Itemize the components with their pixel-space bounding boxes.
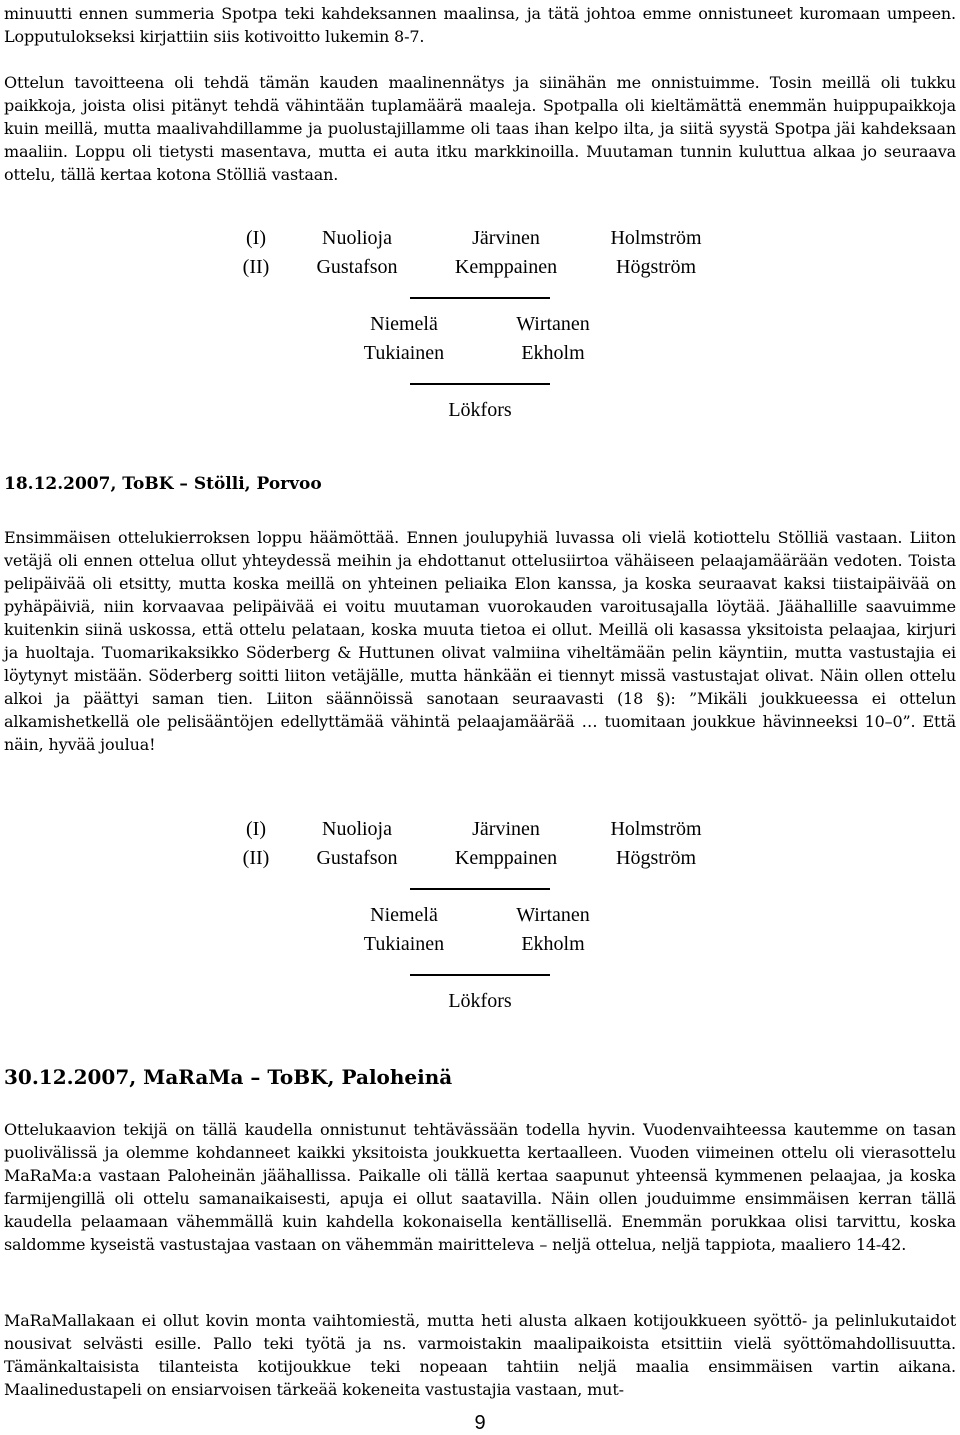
defense-2-left: Tukiainen xyxy=(363,933,445,955)
defense-2-left: Tukiainen xyxy=(363,342,445,364)
defense-2-right: Ekholm xyxy=(521,342,585,364)
line-2-center: Kemppainen xyxy=(454,256,558,278)
defense-2-right: Ekholm xyxy=(521,933,585,955)
line-2-left-wing: Gustafson xyxy=(316,256,398,278)
goalie-separator-line xyxy=(410,974,550,976)
line-2-label: (II) xyxy=(242,847,270,869)
line-1-center: Järvinen xyxy=(472,227,540,249)
line-1-right-wing: Holmström xyxy=(610,818,702,840)
paragraph-previous-match-end: minuutti ennen summeria Spotpa teki kahdeksannen maalinsa, ja tätä johtoa emme onnistuneet kuromaan umpeen. Lopputulokseksi kirjattiin siis kotivoitto lukemin 8-7. xyxy=(4,4,956,46)
defense-separator-line xyxy=(410,888,550,890)
line-1-left-wing: Nuolioja xyxy=(322,818,392,840)
line-2-left-wing: Gustafson xyxy=(316,847,398,869)
goalie-separator-line xyxy=(410,383,550,385)
goalie: Lökfors xyxy=(448,399,512,421)
paragraph-stolli-match: Ensimmäisen ottelukierroksen loppu häämöttää. Ennen joulupyhiä luvassa oli vielä kotiottelu Stölliä vastaan. Liiton vetäjä oli ennen ottelua ollut yhteydessä meihin ja ehdottanut ottelusiirtoa vähäiseen pelaajamäärään vedoten. Toista pelipäivää oli etsitty, mutta koska meillä on yhteinen peliaika Elon kanssa, ja koska seuraavat kaksi tiistaipäivää on pyhäpäiviä, niin korvaavaa pelipäivää ei voitu muutaman vuorokauden varoitusajalla löytää. Jäähallille saavuimme kuitenkin siinä uskossa, että ottelu pelataan, koska muuta tietoa ei ollut. Meillä oli kasassa yksitoista pelaajaa, kirjuri ja huoltaja. Tuomarikaksikko Söderberg & Huttunen olivat valmiina viheltämään pelin käyntiin, mutta vastustajia ei löytynyt mistään. Söderberg soitti liiton vetäjälle, mutta hänkään ei tiennyt missä vastustajat olivat. Näin ollen ottelu alkoi ja päättyi saman tien. Liiton säännöissä sanotaan seuraavasti (18 §): ”Mikäli joukkueessa ei ottelun alkamishetkellä ole pelisääntöjen edellyttämää vähintä pelaajamäärää … tuomitaan joukkue hävinneeksi 10–0”. Että näin, hyvää joulua! xyxy=(4,528,956,754)
line-2-right-wing: Högström xyxy=(616,847,696,869)
paragraph-previous-match-summary: Ottelun tavoitteena oli tehdä tämän kauden maalinennätys ja siinähän me onnistuimme. Tosin meillä oli tukku paikkoja, joista olisi pitänyt tehdä vähintään tuplamäärä maaleja. Spotpalla oli kieltämättä enemmän huippupaikkoja kuin meillä, mutta maalivahdillamme ja puolustajillamme oli taas ihan kelpo ilta, ja siitä syystä Spotpa jäi kahdeksaan maaliin. Loppu oli tietysti masentava, mutta ei auta itku markkinoilla. Muutaman tunnin kuluttua alkaa jo seuraava ottelu, tällä kertaa kotona Stölliä vastaan. xyxy=(4,73,956,184)
line-1-right-wing: Holmström xyxy=(610,227,702,249)
defense-1-right: Wirtanen xyxy=(516,313,590,335)
line-1-label: (I) xyxy=(246,818,266,840)
line-1-label: (I) xyxy=(246,227,266,249)
line-2-center: Kemppainen xyxy=(454,847,558,869)
defense-1-left: Niemelä xyxy=(370,313,438,335)
defense-separator-line xyxy=(410,297,550,299)
paragraph-marama-intro: Ottelukaavion tekijä on tällä kaudella onnistunut tehtävässään todella hyvin. Vuodenvaihteessa kautemme on tasan puolivälissä ja olemme kohdanneet kaikki yksitoista joukkuetta kertaalleen. Vuoden viimeinen ottelu oli vierasottelu MaRaMa:a vastaan Paloheinän jäähallissa. Paikalle oli tällä kertaa saapunut yhteensä kymmenen pelaajaa, ja koska farmijengillä oli ottelu samanaikaisesti, apuja ei ollut saatavilla. Näin ollen jouduimme ensimmäisen kerran tällä kaudella pelaamaan vähemmällä kuin kahdella kokonaisella kentällisellä. Enemmän porukkaa olisi tarvittu, koska saldomme kyseistä vastustajaa vastaan on vähemmän mairitteleva – neljä ottelua, neljä tappiota, maaliero 14-42. xyxy=(4,1120,956,1254)
match-heading-stolli: 18.12.2007, ToBK – Stölli, Porvoo xyxy=(4,474,322,494)
match-heading-marama: 30.12.2007, MaRaMa – ToBK, Paloheinä xyxy=(4,1065,453,1089)
line-2-label: (II) xyxy=(242,256,270,278)
paragraph-marama-game: MaRaMallakaan ei ollut kovin monta vaihtomiestä, mutta heti alusta alkaen kotijoukkueen syöttö- ja pelinlukutaidot nousivat selvästi esille. Pallo teki työtä ja ns. varmoistakin maalipaikoista etsittiin vielä syöttömahdollisuutta. Tämänkaltaisista tilanteista kotijoukkue teki nopeaan tahtiin neljä maalia ensimmäisen vartin aikana. Maalinedustapeli on ensiarvoisen tärkeää kokeneita vastustajia vastaan, mut- xyxy=(4,1311,956,1399)
defense-1-right: Wirtanen xyxy=(516,904,590,926)
line-1-center: Järvinen xyxy=(472,818,540,840)
defense-1-left: Niemelä xyxy=(370,904,438,926)
page-number: 9 xyxy=(474,1412,486,1434)
goalie: Lökfors xyxy=(448,990,512,1012)
line-1-left-wing: Nuolioja xyxy=(322,227,392,249)
line-2-right-wing: Högström xyxy=(616,256,696,278)
